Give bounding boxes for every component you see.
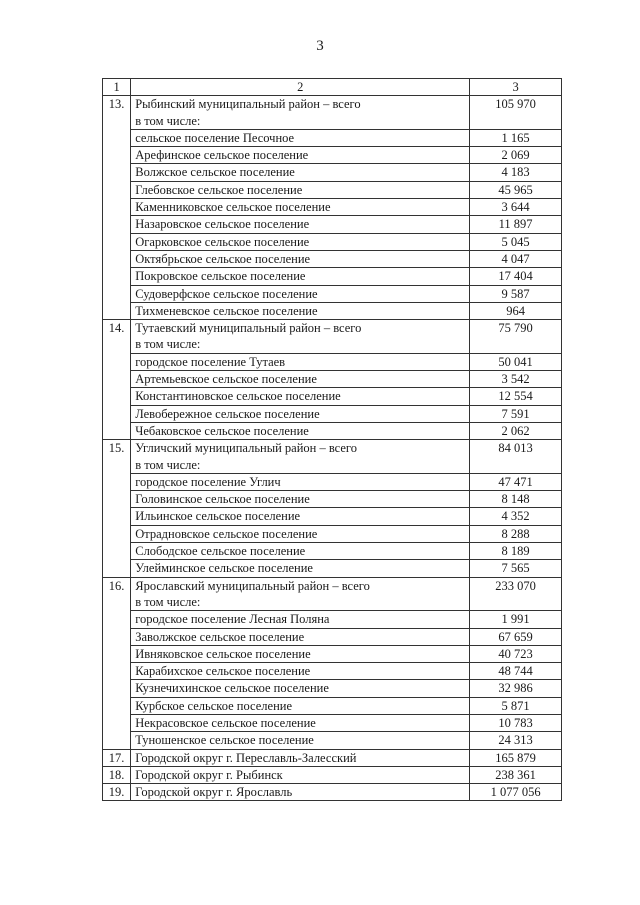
table-row	[103, 405, 562, 422]
settlement-name: Огарковское сельское поселение	[131, 233, 470, 250]
table-row	[103, 697, 562, 714]
settlement-value: 67 659	[470, 628, 562, 645]
settlement-name: Отрадновское сельское поселение	[131, 525, 470, 542]
settlement-name: городское поселение Лесная Поляна	[131, 611, 470, 628]
table-row	[103, 371, 562, 388]
settlement-value: 4 183	[470, 164, 562, 181]
settlement-value: 17 404	[470, 268, 562, 285]
group-total: 233 070	[470, 577, 562, 611]
group-title: Ярославский муниципальный район – всего	[135, 578, 370, 593]
settlement-name: Октябрьское сельское поселение	[131, 250, 470, 267]
group-subtitle: в том числе:	[135, 594, 201, 609]
settlement-value: 1 991	[470, 611, 562, 628]
settlement-value: 32 986	[470, 680, 562, 697]
group-number: 13.	[103, 96, 131, 320]
settlement-name: Ильинское сельское поселение	[131, 508, 470, 525]
table-header-row	[103, 79, 562, 96]
settlement-value: 48 744	[470, 663, 562, 680]
settlement-name: Левобережное сельское поселение	[131, 405, 470, 422]
settlement-name: Туношенское сельское поселение	[131, 732, 470, 749]
group-total: 75 790	[470, 320, 562, 354]
table-row	[103, 645, 562, 662]
row-number: 17.	[103, 749, 131, 766]
settlement-value: 4 352	[470, 508, 562, 525]
table-row	[103, 714, 562, 731]
table-row	[103, 164, 562, 181]
group-number: 16.	[103, 577, 131, 749]
settlement-value: 40 723	[470, 645, 562, 662]
table-row	[103, 611, 562, 628]
settlement-value: 5 045	[470, 233, 562, 250]
settlement-value: 964	[470, 302, 562, 319]
group-header-row	[103, 577, 562, 611]
header-col-3: 3	[470, 79, 562, 96]
population-table	[102, 78, 562, 801]
settlement-name: городское поселение Углич	[131, 473, 470, 490]
district-name: Городской округ г. Переславль-Залесский	[131, 749, 470, 766]
table-row	[103, 216, 562, 233]
settlement-name: Заволжское сельское поселение	[131, 628, 470, 645]
table-row	[103, 784, 562, 801]
settlement-value: 8 189	[470, 543, 562, 560]
settlement-name: Артемьевское сельское поселение	[131, 371, 470, 388]
settlement-name: Каменниковское сельское поселение	[131, 199, 470, 216]
settlement-value: 12 554	[470, 388, 562, 405]
district-value: 238 361	[470, 766, 562, 783]
settlement-name: Волжское сельское поселение	[131, 164, 470, 181]
table-row	[103, 268, 562, 285]
settlement-value: 7 591	[470, 405, 562, 422]
settlement-name: Арефинское сельское поселение	[131, 147, 470, 164]
group-total: 105 970	[470, 96, 562, 130]
settlement-value: 2 069	[470, 147, 562, 164]
table-row	[103, 766, 562, 783]
table-row	[103, 147, 562, 164]
row-number: 18.	[103, 766, 131, 783]
settlement-name: Улейминское сельское поселение	[131, 560, 470, 577]
group-title-cell	[131, 577, 470, 611]
settlement-name: Судоверфское сельское поселение	[131, 285, 470, 302]
settlement-name: городское поселение Тутаев	[131, 353, 470, 370]
settlement-name: Головинское сельское поселение	[131, 491, 470, 508]
table-row	[103, 732, 562, 749]
settlement-value: 1 165	[470, 129, 562, 146]
settlement-name: Покровское сельское поселение	[131, 268, 470, 285]
table-row	[103, 473, 562, 490]
settlement-name: Назаровское сельское поселение	[131, 216, 470, 233]
settlement-value: 47 471	[470, 473, 562, 490]
group-title-cell	[131, 320, 470, 354]
table-row	[103, 233, 562, 250]
page-number: 3	[316, 38, 324, 54]
group-title: Тутаевский муниципальный район – всего	[135, 321, 362, 336]
group-subtitle: в том числе:	[135, 113, 201, 128]
settlement-value: 4 047	[470, 250, 562, 267]
header-col-1: 1	[103, 79, 131, 96]
settlement-name: Слободское сельское поселение	[131, 543, 470, 560]
table-row	[103, 285, 562, 302]
district-name: Городской округ г. Ярославль	[131, 784, 470, 801]
table-row	[103, 628, 562, 645]
table-row	[103, 508, 562, 525]
table-row	[103, 250, 562, 267]
group-header-row	[103, 96, 562, 130]
settlement-name: Кузнечихинское сельское поселение	[131, 680, 470, 697]
settlement-value: 2 062	[470, 422, 562, 439]
group-title: Рыбинский муниципальный район – всего	[135, 97, 361, 112]
table-row	[103, 749, 562, 766]
settlement-name: Курбское сельское поселение	[131, 697, 470, 714]
settlement-name: Константиновское сельское поселение	[131, 388, 470, 405]
settlement-value: 11 897	[470, 216, 562, 233]
table-row	[103, 388, 562, 405]
settlement-name: Глебовское сельское поселение	[131, 181, 470, 198]
group-title-cell	[131, 440, 470, 474]
settlement-name: сельское поселение Песочное	[131, 129, 470, 146]
district-name: Городской округ г. Рыбинск	[131, 766, 470, 783]
table-row	[103, 543, 562, 560]
district-value: 165 879	[470, 749, 562, 766]
table-row	[103, 680, 562, 697]
settlement-name: Карабихское сельское поселение	[131, 663, 470, 680]
settlement-name: Некрасовское сельское поселение	[131, 714, 470, 731]
group-header-row	[103, 320, 562, 354]
settlement-value: 7 565	[470, 560, 562, 577]
table-body	[103, 79, 562, 801]
table-row	[103, 560, 562, 577]
settlement-value: 8 288	[470, 525, 562, 542]
settlement-name: Ивняковское сельское поселение	[131, 645, 470, 662]
settlement-value: 24 313	[470, 732, 562, 749]
header-col-2: 2	[131, 79, 470, 96]
settlement-value: 9 587	[470, 285, 562, 302]
group-subtitle: в том числе:	[135, 337, 201, 352]
settlement-value: 3 644	[470, 199, 562, 216]
settlement-value: 10 783	[470, 714, 562, 731]
group-subtitle: в том числе:	[135, 457, 201, 472]
table-row	[103, 181, 562, 198]
group-total: 84 013	[470, 440, 562, 474]
row-number: 19.	[103, 784, 131, 801]
table-row	[103, 199, 562, 216]
group-number: 15.	[103, 440, 131, 577]
group-title-cell	[131, 96, 470, 130]
group-header-row	[103, 440, 562, 474]
settlement-name: Чебаковское сельское поселение	[131, 422, 470, 439]
group-title: Угличский муниципальный район – всего	[135, 441, 357, 456]
table-row	[103, 663, 562, 680]
table-row	[103, 491, 562, 508]
table-row	[103, 353, 562, 370]
settlement-value: 3 542	[470, 371, 562, 388]
settlement-value: 45 965	[470, 181, 562, 198]
table-row	[103, 302, 562, 319]
group-number: 14.	[103, 320, 131, 440]
settlement-name: Тихменевское сельское поселение	[131, 302, 470, 319]
table-row	[103, 129, 562, 146]
settlement-value: 50 041	[470, 353, 562, 370]
table-row	[103, 525, 562, 542]
settlement-value: 8 148	[470, 491, 562, 508]
settlement-value: 5 871	[470, 697, 562, 714]
district-value: 1 077 056	[470, 784, 562, 801]
table-row	[103, 422, 562, 439]
